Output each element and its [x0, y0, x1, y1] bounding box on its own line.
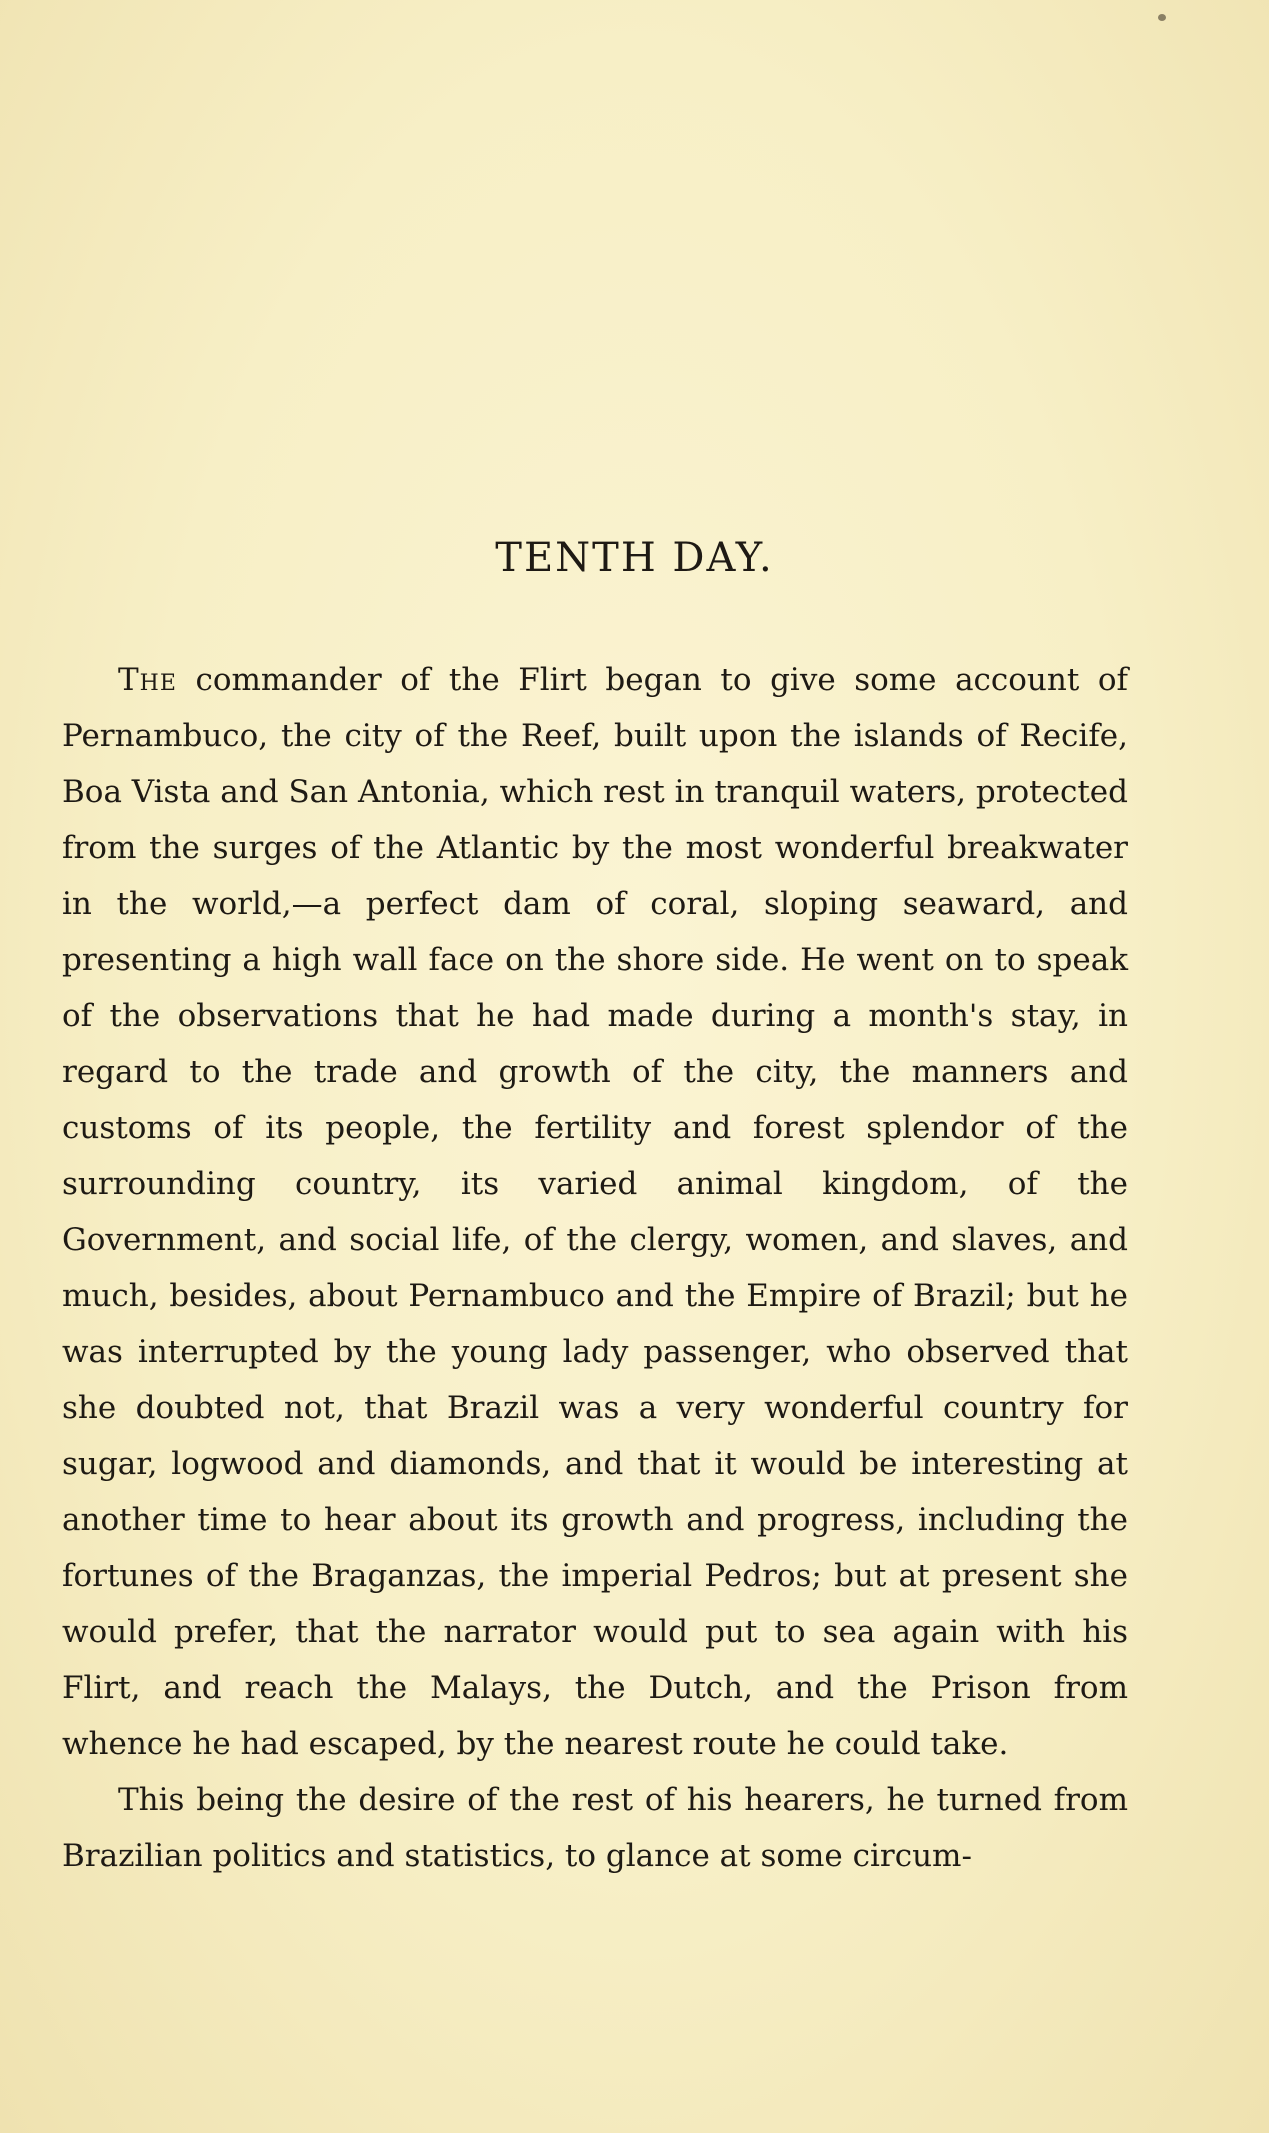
paragraph [62, 652, 1128, 1772]
body-text [62, 652, 1128, 1884]
chapter-heading: TENTH DAY. [495, 535, 774, 581]
paragraph: This being the desire of the rest of his hearers, he turned from Brazilian politics and statistics, to glance at some circum- [62, 1782, 1128, 1874]
paragraph-lead-word: The [118, 662, 177, 698]
paragraph-text: commander of the Flirt began to give some account of Pernambuco, the city of the Reef, built upon the islands of Recife, Boa Vista and San Antonia, which rest in tranquil waters, protected from the surges of the Atlantic by the most wonderful breakwater in the world,—a perfect dam of coral, sloping seaward, and presenting a high wall face on the shore side. He went on to speak of the observations that he had made during a month's stay, in regard to the trade and growth of the city, the manners and customs of its people, the fertility and forest splendor of the surrounding country, its varied animal kingdom, of the Government, and social life, of the clergy, women, and slaves, and much, besides, about Pernambuco and the Empire of Brazil; but he was interrupted by the young lady passenger, who observed that she doubted not, that Brazil was a very wonderful country for sugar, logwood and diamonds, and that it would be interesting at another time to hear about its growth and progress, including the fortunes of the Braganzas, the imperial Pedros; but at present she would prefer, that the narrator would put to sea again with his Flirt, and reach the Malays, the Dutch, and the Prison from whence he had escaped, by the nearest route he could take. [62, 662, 1128, 1762]
ink-speck [1158, 14, 1166, 21]
